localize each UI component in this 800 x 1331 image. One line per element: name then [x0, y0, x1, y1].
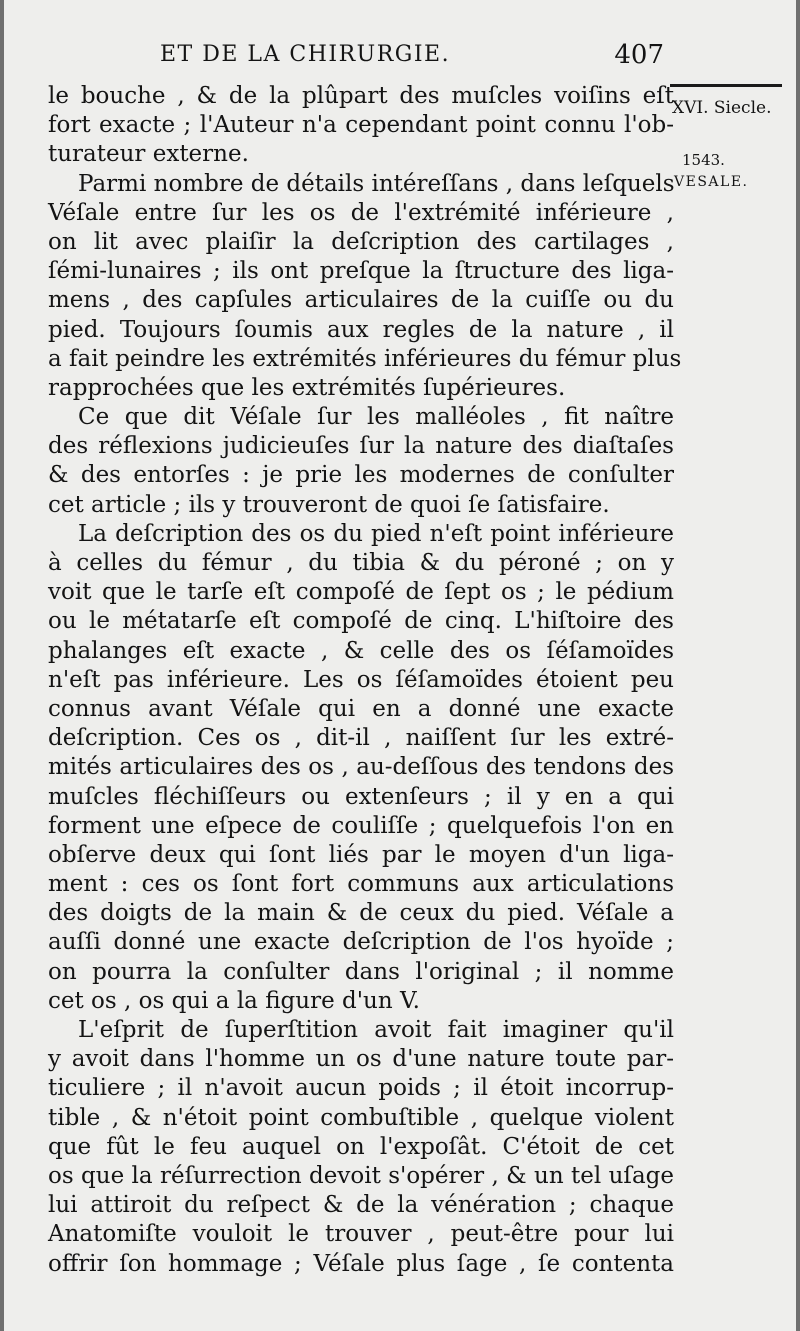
text-line: deſcription. Ces os , dit-il , naiſſent ſur les extré- [48, 725, 674, 752]
text-line: os que la réſurrection devoit s'opérer , & un tel uſage [48, 1162, 674, 1189]
text-line: phalanges eſt exacte , & celle des os ſéſamoïdes [48, 637, 674, 664]
text-line: Parmi nombre de détails intéreſſans , dans leſquels [78, 170, 675, 197]
text-line: lui attiroit du reſpect & de la vénération ; chaque [48, 1192, 674, 1219]
text-line: turateur externe. [48, 141, 249, 168]
text-line: le bouche , & de la plûpart des muſcles voiſins eſt [48, 83, 674, 109]
text-line: obſerve deux qui ſont liés par le moyen d'un liga- [48, 841, 674, 868]
text-line: Véſale entre ſur les os de l'extrémité inférieure , [48, 199, 674, 226]
text-line: des doigts de la main & de ceux du pied. Véſale a [48, 900, 674, 927]
text-line: que fût le feu auquel on l'expoſât. C'étoit de cet [48, 1133, 674, 1160]
text-line: tible , & n'étoit point combuſtible , quelque violent [48, 1104, 674, 1131]
text-line: Ce que dit Véſale ſur les malléoles , fit naître [78, 404, 674, 431]
text-line: ſémi-lunaires ; ils ont preſque la ſtructure des liga- [48, 258, 674, 285]
text-line: muſcles fléchiſſeurs ou extenſeurs ; il y en a qui [48, 783, 674, 810]
margin-note-century: XVI. Siecle. [672, 98, 772, 118]
text-line: cet os , os qui a la figure d'un V. [48, 987, 420, 1014]
text-line: à celles du fémur , du tibia & du péroné ; on y [48, 550, 674, 576]
text-line: n'eſt pas inférieure. Les os ſéſamoïdes étoient peu [48, 666, 674, 693]
text-line: on lit avec plaiſir la deſcription des cartilages , [48, 228, 674, 255]
text-line: Anatomiſte vouloit le trouver , peut-être pour lui [48, 1221, 674, 1248]
text-line: ment : ces os ſont fort communs aux articulations [48, 871, 674, 898]
page-header [154, 40, 664, 80]
text-line: voit que le tarſe eſt compoſé de ſept os ; le pédium [48, 579, 674, 606]
text-line: auſſi donné une exacte deſcription de l'os hyoïde ; [48, 929, 674, 956]
running-head: ET DE LA CHIRURGIE. [160, 42, 451, 67]
text-line: mités articulaires des os , au-deſſous des tendons des [48, 754, 674, 781]
text-line: fort exacte ; l'Auteur n'a cependant point connu l'ob- [48, 112, 674, 139]
text-line: connus avant Véſale qui en a donné une exacte [48, 695, 674, 722]
text-line: on pourra la conſulter dans l'original ; il nomme [48, 958, 674, 985]
text-line: pied. Toujours ſoumis aux regles de la nature , il [48, 316, 674, 343]
book-page [4, 0, 796, 1331]
text-line: mens , des capſules articulaires de la cuiſſe ou du [48, 287, 674, 314]
text-line: forment une eſpece de couliſſe ; quelquefois l'on en [48, 812, 674, 839]
margin-note-year: 1543. [682, 151, 725, 169]
text-line: a fait peindre les extrémités inférieures du fémur plus [48, 345, 682, 372]
text-line: rapprochées que les extrémités ſupérieures. [48, 374, 566, 401]
text-line: y avoit dans l'homme un os d'une nature toute par- [48, 1046, 674, 1073]
margin-note-name: VESALE. [674, 174, 749, 190]
body-text [48, 82, 682, 1279]
text-line: & des entorſes : je prie les modernes de conſulter [48, 462, 674, 489]
margin-rule [670, 84, 782, 87]
page-number: 407 [614, 40, 664, 70]
text-line: des réflexions judicieuſes ſur la nature des diaſtaſes [48, 433, 674, 460]
text-line: ou le métatarſe eſt compoſé de cinq. L'hiſtoire des [48, 608, 674, 635]
text-line: ticuliere ; il n'avoit aucun poids ; il étoit incorrup- [48, 1075, 674, 1102]
text-line: offrir ſon hommage ; Véſale plus ſage , ſe contenta [48, 1250, 674, 1277]
text-line: L'eſprit de ſuperſtition avoit fait imaginer qu'il [78, 1017, 674, 1043]
text-line: cet article ; ils y trouveront de quoi ſe ſatisfaire. [48, 491, 610, 518]
text-line: La deſcription des os du pied n'eſt point inférieure [78, 520, 674, 547]
